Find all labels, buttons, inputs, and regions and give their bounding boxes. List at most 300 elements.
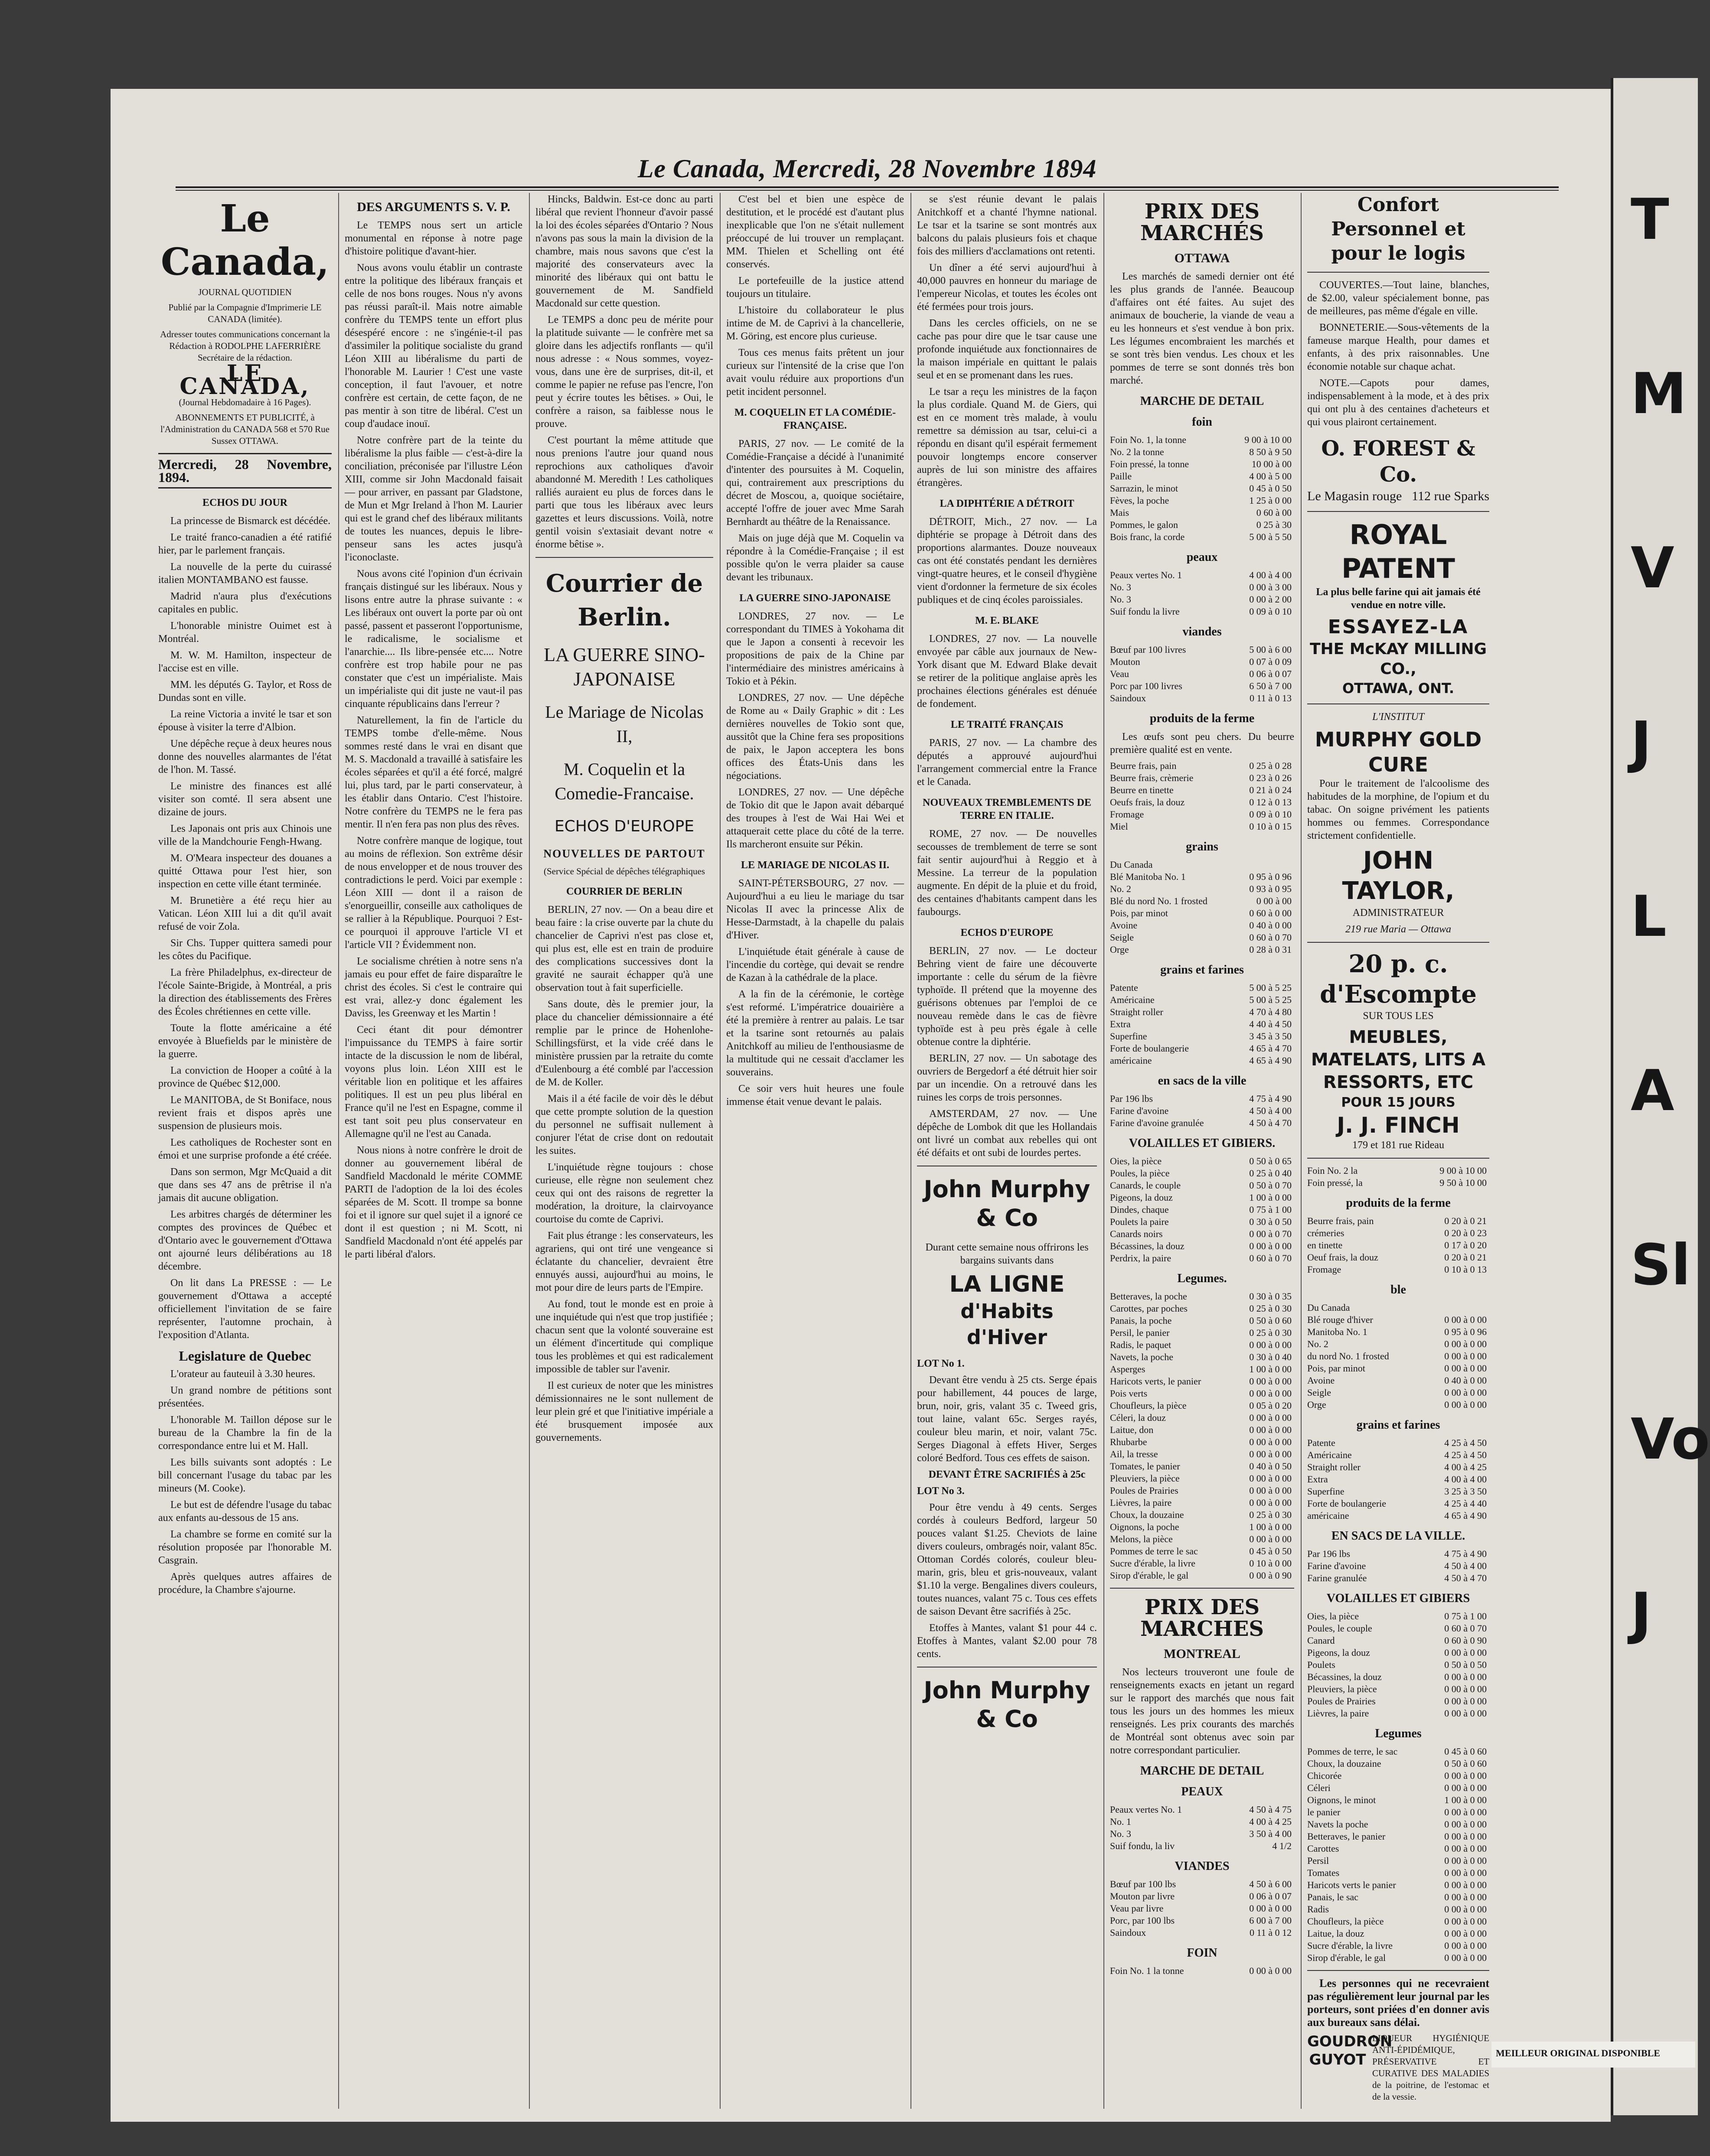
mckay-city: OTTAWA, ONT. — [1342, 680, 1455, 697]
price-value: 0 60 à 0 70 — [1249, 1253, 1292, 1264]
price-section-heading: viandes — [1182, 625, 1222, 638]
price-row — [1110, 1327, 1294, 1339]
price-item: Saindoux — [1110, 1927, 1146, 1938]
article-paragraph: L'inquiétude règne toujours : chose curieuse, elle règne non seulement chez ceux qui ont des raisons de regretter la modération, la droiture, la clairvoyance courtoise du comte de Caprivi. — [535, 1162, 713, 1225]
price-row — [1307, 1671, 1489, 1683]
echo-item: Le ministre des finances est allé visiter son comté. Il sera absent une dizaine de jours. — [158, 781, 332, 818]
column-separator — [529, 193, 530, 2109]
price-row — [1307, 1758, 1489, 1770]
price-row — [1110, 784, 1294, 796]
article-paragraph: Hincks, Baldwin. Est-ce donc au parti libéral que revient l'honneur d'avoir passé la loi des écoles séparées d'Ontario ? Nous n'avons pas sous la main la division de la chambre, mais nous savons que c'est la majorité des conservateurs avec la minorité des libéraux qui ont battu le gouvernement de M. Sandfield Macdonald sur cette question. — [535, 194, 713, 309]
price-value: 0 50 à 0 60 — [1249, 1315, 1292, 1326]
price-row — [1307, 1362, 1489, 1374]
price-row — [1307, 1251, 1489, 1264]
price-row — [1110, 883, 1294, 895]
price-value: 4 25 à 4 50 — [1444, 1437, 1487, 1448]
section-divider — [1307, 942, 1489, 943]
price-row — [1110, 1412, 1294, 1424]
adjacent-page-edge — [1611, 78, 1710, 2115]
price-item: Poules, le couple — [1307, 1623, 1372, 1634]
echo-item: Les catholiques de Rochester sont en émoi et une surprise profonde a été créée. — [158, 1137, 332, 1161]
publisher-note: Publié par la Compagnie d'Imprimerie LE CANADA (limitée). — [168, 302, 322, 324]
courrier-note: (Service Spécial de dépêches télégraphiques — [543, 866, 705, 876]
price-row — [1110, 495, 1294, 507]
price-item: Fromage — [1307, 1264, 1341, 1275]
echo-item: La conviction de Hooper a coûté à la province de Québec $12,000. — [158, 1065, 332, 1089]
courrier-subheading: NOUVELLES DE PARTOUT — [543, 847, 705, 860]
section-heading: LA GUERRE SINO-JAPONAISE — [739, 593, 891, 604]
section-heading: M. COQUELIN ET LA COMÉDIE-FRANÇAISE. — [734, 407, 896, 431]
price-section-heading: Legumes — [1375, 1727, 1422, 1740]
price-value: 1 00 à 0 00 — [1444, 1794, 1487, 1805]
price-value: 0 10 à 0 15 — [1249, 821, 1292, 832]
markets-city: MONTREAL — [1164, 1647, 1240, 1661]
column-3 — [535, 193, 713, 2109]
price-row — [1110, 1448, 1294, 1460]
price-item: Pigeons, la douz — [1110, 1192, 1173, 1203]
price-item: Choufleurs, la pièce — [1307, 1916, 1384, 1927]
article-paragraph: Un dîner a été servi aujourd'hui à 40,000 pauvres en honneur du mariage de l'empereur Nicolas, et toutes les écoles ont été fermées pour trois jours. — [917, 262, 1097, 313]
echo-item: M. Brunetière a été reçu hier au Vatican. Léon XIII lui a dit qu'il avait refusé de voir Zola. — [158, 895, 332, 932]
price-row — [1307, 1843, 1489, 1855]
price-row — [1110, 1570, 1294, 1582]
weekly-title: LE CANADA, — [179, 360, 310, 400]
price-value: 0 30 à 0 40 — [1249, 1352, 1292, 1362]
price-item: Porc par 100 livres — [1110, 681, 1182, 691]
masthead-rule-thin — [176, 190, 1559, 191]
royal-patent-title: ROYAL PATENT — [1341, 519, 1455, 584]
price-value: 0 00 à 0 00 — [1444, 1904, 1487, 1915]
article-paragraph: Nous avons cité l'opinion d'un écrivain français distingué sur les libéraux. Nous y lisons entre autre la phrase suivante : « Les libéraux ont ouvert la porte par où ont passé, passent et passeront l'opportunisme, le radicalisme, le socialisme et l'anarchie.... Ils libre-pensée etc.... Notre confrère est trop habile pour ne pas constater que c'est un impérialiste. Mais un impérialiste qui dit juste ne vaut-il pas cinquante républicains dans l'erreur ? — [345, 568, 522, 710]
royal-patent-essayez: ESSAYEZ-LA — [1328, 616, 1469, 638]
price-value: 0 00 à 0 00 — [1249, 1485, 1292, 1496]
price-value: 0 12 à 0 13 — [1249, 797, 1292, 808]
price-value: 9 00 à 10 00 — [1244, 434, 1292, 445]
legislature-item: La chambre se forme en comité sur la résolution proposée par l'honorable M. Casgrain. — [158, 1529, 332, 1566]
price-item: Poules, la pièce — [1110, 1168, 1170, 1179]
price-row — [1110, 1927, 1294, 1939]
price-item: Mais — [1110, 507, 1129, 518]
price-value: 0 00 à 0 00 — [1444, 1879, 1487, 1890]
price-item: Lièvres, la paire — [1307, 1708, 1369, 1719]
price-item: Porc, par 100 lbs — [1110, 1915, 1175, 1926]
markets-heading-montreal: PRIX DES MARCHES — [1140, 1595, 1264, 1641]
murphy-ad-line: LA LIGNE — [949, 1271, 1065, 1297]
price-row — [1307, 1461, 1489, 1473]
courrier-subheading: ECHOS D'EUROPE — [554, 817, 695, 835]
price-row — [1110, 1252, 1294, 1264]
price-row — [1110, 1424, 1294, 1436]
article-paragraph: L'inquiétude était générale à cause de l'incendie du cortège, qui devait se rendre de Kazan à la cathédrale de la place. — [726, 946, 904, 984]
price-row — [1307, 1215, 1489, 1227]
price-value: 0 00 à 0 00 — [1444, 1855, 1487, 1866]
price-item: Bœuf par 100 lbs — [1110, 1879, 1176, 1889]
price-item: Miel — [1110, 821, 1128, 832]
price-value: 4 50 à 4 70 — [1249, 1117, 1292, 1128]
price-row — [1110, 1363, 1294, 1375]
price-item: Sirop d'érable, le gal — [1307, 1952, 1386, 1963]
goudron-title: GOUDRON GUYOT — [1307, 2033, 1393, 2068]
echo-item: Les Japonais ont pris aux Chinois une ville de la Mandchourie Fengh-Hwang. — [158, 823, 332, 847]
price-value: 0 00 à 0 00 — [1249, 1412, 1292, 1423]
price-value: 0 20 à 0 21 — [1444, 1252, 1487, 1263]
price-item: Blé du nord No. 1 frosted — [1110, 896, 1207, 906]
price-item: crémeries — [1307, 1228, 1345, 1238]
section-heading: ECHOS D'EUROPE — [960, 927, 1054, 938]
price-value: 4 50 à 4 75 — [1249, 1804, 1292, 1815]
price-row — [1110, 1509, 1294, 1521]
price-row — [1110, 1204, 1294, 1216]
price-section-heading: Legumes. — [1177, 1272, 1227, 1285]
legislature-item: Après quelques autres affaires de procédure, la Chambre s'ajourne. — [158, 1571, 332, 1596]
article-paragraph: L'histoire du collaborateur le plus intime de M. de Caprivi à la chancellerie, M. Göring, est encore plus curieuse. — [726, 305, 904, 342]
price-item: Foin No. 1, la tonne — [1110, 434, 1186, 445]
price-value: 0 11 à 0 12 — [1250, 1927, 1292, 1938]
markets-intro: Les marchés de samedi dernier ont été les plus grands de l'année. Beaucoup d'affaires ont été faites. Au sujet des animaux de boucherie, la viande de veau a eu les honneurs et s'est vendue à bon prix. Les légumes encombraient les marchés et se sont très bien vendus. Les choux et les pommes de terre se sont donnés très bon marché. — [1110, 271, 1294, 386]
price-value: 5 00 à 5 50 — [1249, 531, 1292, 542]
price-row — [1307, 1239, 1489, 1251]
meubles-title: MEUBLES, MATELATS, LITS A RESSORTS, ETC — [1311, 1027, 1486, 1092]
price-item: Oeuf frais, la douz — [1307, 1252, 1378, 1263]
price-row — [1110, 519, 1294, 531]
price-row — [1110, 1155, 1294, 1167]
footer-note: MEILLEUR ORIGINAL DISPONIBLE — [1491, 2042, 1695, 2068]
price-row — [1110, 1018, 1294, 1030]
echo-item: Le MANITOBA, de St Boniface, nous revient frais et dispos après une suspension de plusieurs mois. — [158, 1094, 332, 1132]
price-value: 0 00 à 0 00 — [1249, 1449, 1292, 1459]
price-value: 0 21 à 0 24 — [1249, 785, 1292, 795]
price-section-heading: FOIN — [1187, 1946, 1217, 1960]
price-item: Extra — [1110, 1019, 1131, 1029]
price-item: Poulets la paire — [1110, 1216, 1169, 1227]
price-value: 0 05 à 0 20 — [1249, 1400, 1292, 1411]
price-row — [1307, 1806, 1489, 1818]
echo-item: La reine Victoria a invité le tsar et son épouse à visiter la terre d'Albion. — [158, 709, 332, 733]
article-paragraph: Tous ces menus faits prêtent un jour curieux sur l'intensité de la crise que l'on avait voulu réduire aux proportions d'un petit incident personnel. — [726, 347, 904, 397]
price-value: 0 00 à 0 00 — [1249, 1241, 1292, 1251]
murphy-ad-intro: Durant cette semaine nous offrirons les bargains suivants dans — [925, 1242, 1089, 1266]
echo-item: Toute la flotte américaine a été envoyée à Bluefields par le ministère de la guerre. — [158, 1023, 332, 1060]
adjacent-page-fragment: M — [1631, 361, 1687, 427]
price-value: 1 25 à 0 00 — [1249, 495, 1292, 506]
price-row — [1307, 1485, 1489, 1498]
price-row — [1110, 1216, 1294, 1228]
price-item: Suif fondu la livre — [1110, 606, 1180, 617]
jours-label: POUR 15 JOURS — [1341, 1095, 1455, 1110]
forest-ad-sub: Le Magasin rouge — [1307, 489, 1402, 503]
price-section-heading: en sacs de la ville — [1158, 1074, 1247, 1088]
price-row — [1110, 1828, 1294, 1840]
price-row — [1110, 859, 1294, 871]
price-item: américaine — [1110, 1055, 1152, 1066]
subscription-note: ABONNEMENTS ET PUBLICITÉ, à l'Administration du CANADA 568 et 570 Rue Sussex OTTAWA. — [160, 412, 330, 446]
price-item: Panais, le sac — [1307, 1892, 1358, 1902]
price-value: 0 60 à 0 70 — [1249, 932, 1292, 943]
price-item: Haricots verts, le panier — [1110, 1376, 1201, 1387]
price-row — [1110, 692, 1294, 704]
echo-item: La frère Philadelphus, ex-directeur de l'école Sainte-Brigide, à Montréal, a pris la direction des établissements des Frères des Écoles chrétiennes en cette ville. — [158, 967, 332, 1017]
price-value: 0 00 à 0 00 — [1444, 1843, 1487, 1854]
price-row — [1110, 919, 1294, 931]
taylor-title: ADMINISTRATEUR — [1352, 907, 1444, 918]
price-item: Fèves, la poche — [1110, 495, 1169, 506]
price-item: Tomates, le panier — [1110, 1461, 1180, 1472]
price-row — [1307, 1498, 1489, 1510]
price-item: Panais, la poche — [1110, 1315, 1172, 1326]
price-item: Orge — [1110, 944, 1129, 955]
price-row — [1307, 1177, 1489, 1189]
price-row — [1110, 1521, 1294, 1533]
price-value: 0 06 à 0 07 — [1249, 668, 1292, 679]
forest-ad-name: O. FOREST & Co. — [1321, 436, 1475, 487]
price-item: Sarrazin, le minot — [1110, 483, 1178, 494]
echo-item: M. O'Meara inspecteur des douanes a quitté Ottawa pour l'est hier, son inspection en cette ville étant terminée. — [158, 853, 332, 890]
price-item: Pois verts — [1110, 1388, 1148, 1399]
price-item: Canards noirs — [1110, 1228, 1163, 1239]
article-paragraph: Au fond, tout le monde est en proie à une inquiétude qui n'est que trop justifiée ; chacun sent que la volonté souveraine est un élément d'incertitude qui complique tous les problèmes et qui est radicalement impossible de tabler sur l'avenir. — [535, 1299, 713, 1375]
price-item: Superfine — [1110, 1031, 1147, 1042]
taylor-name: JOHN TAYLOR, — [1342, 847, 1455, 905]
article-paragraph: Le tsar a reçu les ministres de la façon la plus cordiale. Quand M. de Giers, qui est en ce moment très malade, à voulu remettre sa démission au tsar, celui-ci a répondu en disant qu'il espérait fermement pouvoir longtemps encore conserver auprès de lui son ministre des affaires étrangères. — [917, 386, 1097, 489]
murphy-gold-cure-title: MURPHY GOLD CURE — [1315, 728, 1482, 776]
price-value: 0 07 à 0 09 — [1249, 656, 1292, 667]
price-value: 0 95 à 0 96 — [1249, 871, 1292, 882]
price-value: 4 65 à 4 90 — [1249, 1055, 1292, 1066]
article-paragraph: Le socialisme chrétien à notre sens n'a jamais eu pour effet de faire disparaître le christ des écoles. Si c'est le contraire qui est vrai, allez-y donc également les Daviss, les Greenway et les Martin ! — [345, 956, 522, 1019]
price-value: 4 00 à 5 00 — [1249, 471, 1292, 482]
price-item: Forte de boulangerie — [1110, 1043, 1189, 1054]
price-value: 8 50 à 9 50 — [1249, 446, 1292, 457]
price-row — [1307, 1227, 1489, 1239]
section-divider — [1307, 1158, 1489, 1159]
price-row — [1110, 1179, 1294, 1192]
price-value: 0 10 à 0 13 — [1444, 1264, 1487, 1275]
price-row — [1307, 1952, 1489, 1964]
price-value: 4 00 à 4 25 — [1444, 1462, 1487, 1472]
newspaper-subtitle: JOURNAL QUOTIDIEN — [198, 287, 292, 297]
section-divider — [1307, 511, 1489, 512]
price-value: 0 00 à 0 00 — [1444, 1696, 1487, 1707]
price-row — [1110, 1965, 1294, 1977]
price-item: Patente — [1110, 982, 1138, 993]
price-item: le panier — [1307, 1807, 1341, 1817]
markets-intro: Nos lecteurs trouveront une foule de renseignements exacts en jetant un regard sur le rapport des marchés que nous fait tous les jours un des hommes les mieux renseignés. Les prix courants des marchés de Montréal sont obtenus avec soin par notre correspondant particulier. — [1110, 1667, 1294, 1756]
article-paragraph: Le portefeuille de la justice attend toujours un titulaire. — [726, 275, 904, 300]
price-value: 0 60 à 0 70 — [1444, 1623, 1487, 1634]
article-paragraph: Mais on juge déjà que M. Coquelin va répondre à la Comédie-Française ; il est possible qu'on le verra plaider sa cause devant les tribunaux. — [726, 533, 904, 583]
price-value: 0 60 à 0 90 — [1444, 1635, 1487, 1646]
article-paragraph: BERLIN, 27 nov. — Le docteur Behring vient de faire une découverte importante : celle du sérum de la fièvre typhoïde. Il prétend que la moyenne des guérisons obtenues par l'emploi de ce nouveau remède dans le cas de fièvre typhoïde est à peu près égale à celle obtenue contre la diphtérie. — [917, 945, 1097, 1048]
price-value: 0 10 à 0 00 — [1249, 1558, 1292, 1569]
price-row — [1110, 895, 1294, 907]
price-item: Poules de Prairies — [1110, 1485, 1178, 1496]
price-row — [1110, 1400, 1294, 1412]
price-row — [1307, 1449, 1489, 1461]
section-heading: M. E. BLAKE — [975, 615, 1039, 626]
markets-note: Les œufs sont peu chers. Du beurre première qualité est en vente. — [1110, 731, 1294, 756]
mckay-name: THE McKAY MILLING CO., — [1309, 640, 1487, 678]
price-value: 4 65 à 4 70 — [1249, 1043, 1292, 1054]
price-value: 4 50 à 4 00 — [1249, 1105, 1292, 1116]
echo-item: M. W. M. Hamilton, inspecteur de l'accise est en ville. — [158, 650, 332, 674]
price-item: Beurre frais, crèmerie — [1110, 772, 1194, 783]
price-row — [1110, 1351, 1294, 1363]
price-row — [1307, 1707, 1489, 1720]
price-row — [1110, 1228, 1294, 1240]
article-paragraph: A la fin de la cérémonie, le cortège s'est reformé. L'impératrice douairière a été la première à rentrer au palais. Le tsar et la tsarine sont retournés au palais Anitchkoff au milieu de l'enthousiasme de la multitude qui ne cessait d'acclamer les souverains. — [726, 989, 904, 1078]
price-item: Carottes, par poches — [1110, 1303, 1188, 1314]
price-item: Sirop d'érable, le gal — [1110, 1570, 1189, 1581]
price-value: 6 50 à 7 00 — [1249, 681, 1292, 691]
article-paragraph: Mais il a été facile de voir dès le début que cette prompte solution de la question du personnel ne suffisait nullement à conjurer l'état de crise dont on redoutait les suites. — [535, 1093, 713, 1156]
price-item: Laitue, don — [1110, 1424, 1154, 1435]
legislature-item: Le but est de défendre l'usage du tabac aux enfants au-dessous de 15 ans. — [158, 1499, 332, 1524]
price-row — [1110, 1192, 1294, 1204]
lot-text: Pour être vendu à 49 cents. Serges cordés à couleurs Bedford, largeur 50 pouces valant $1.25. Cheviots de laine divers couleurs, ombragés noir, valant 85c. Ottoman Cordés colorés, couleur bleu-marin, gris, bleu et gris-nouveaux, valant $1.10 la verge. Bengalines divers couleurs, toutes nuances, valant 75 c. Tous ces effets de saison Devant être sacrifiés à 25c. — [917, 1502, 1097, 1617]
price-item: Bécassines, la douz — [1110, 1241, 1185, 1251]
price-item: Oies, la pièce — [1110, 1156, 1162, 1166]
price-value: 0 17 à 0 20 — [1444, 1240, 1487, 1251]
price-row — [1307, 1818, 1489, 1830]
price-row — [1307, 1560, 1489, 1572]
article-paragraph: Notre confrère part de la teinte du libéralisme la plus faible — c'est-à-dire la conciliation, préconisée par l'illustre Léon XIII, comme sir John Macdonald faisait — pour arriver, en passant par Gladstone, de Mun et Mgr Ireland à l'hon M. Laurier qui est le grand chef des libéraux militants de toutes les nuances, depuis le libre-penseur sans les actes jusqu'à l'iconoclaste. — [345, 435, 522, 563]
price-row — [1307, 1928, 1489, 1940]
forest-ad-title: Confort Personnel et pour le logis — [1331, 194, 1465, 264]
price-item: Choux, la douzaine — [1110, 1509, 1184, 1520]
price-item: Sucre d'érable, la livre — [1110, 1558, 1195, 1569]
price-value: 0 00 à 0 00 — [1444, 1387, 1487, 1398]
price-row — [1110, 1055, 1294, 1067]
price-value: 0 00 à 0 00 — [1249, 1473, 1292, 1484]
section-divider — [1307, 703, 1489, 704]
taylor-address: 219 rue Maria — Ottawa — [1345, 924, 1451, 935]
price-value: 1 00 à 0 00 — [1249, 1521, 1292, 1532]
price-row — [1110, 1042, 1294, 1055]
echo-item: Une dépêche reçue à deux heures nous donne des nouvelles alarmantes de l'état de l'hon. M. Tassé. — [158, 738, 332, 775]
price-value: 0 00 à 0 00 — [1249, 1339, 1292, 1350]
echos-heading: ECHOS DU JOUR — [202, 497, 288, 508]
column-4 — [726, 193, 904, 2109]
price-row — [1307, 1314, 1489, 1326]
echo-item: MM. les députés G. Taylor, et Ross de Dundas sont en ville. — [158, 679, 332, 703]
courrier-subheading: LA GUERRE SINO-JAPONAISE — [544, 644, 705, 690]
price-item: Blé rouge d'hiver — [1307, 1314, 1373, 1325]
price-row — [1307, 1891, 1489, 1903]
price-row — [1307, 1855, 1489, 1867]
price-value: 0 00 à 00 — [1256, 896, 1292, 906]
price-item: Pommes de terre, le sac — [1307, 1746, 1398, 1757]
price-item: No. 2 — [1110, 883, 1131, 894]
price-value: 0 50 à 0 60 — [1444, 1758, 1487, 1769]
price-row — [1307, 1387, 1489, 1399]
price-value: 0 50 à 0 50 — [1444, 1659, 1487, 1670]
price-item: Bois franc, la corde — [1110, 531, 1185, 542]
price-item: Blé Manitoba No. 1 — [1110, 871, 1186, 882]
price-row — [1307, 1683, 1489, 1695]
article-paragraph: Naturellement, la fin de l'article du TEMPS tombe d'elle-même. Nous sommes resté dans le vrai en disant que M. S. Macdonald a travaillé à satisfaire les écoles séparées et qu'il a été forcé, malgré lui, plus tard, par le parti conservateur, à les établir dans Ontario. C'est l'histoire. Notre confrère du TEMPS ne le fera pas mentir. Il n'en fera pas non plus des rêves. — [345, 715, 522, 830]
price-value: 4 50 à 4 70 — [1444, 1573, 1487, 1583]
column-5 — [917, 193, 1097, 2109]
price-item: Pommes de terre le sac — [1110, 1546, 1198, 1557]
price-item: Foin pressé, la — [1307, 1177, 1363, 1188]
price-row — [1110, 931, 1294, 944]
price-value: 3 45 à 3 50 — [1249, 1031, 1292, 1042]
price-item: Extra — [1307, 1474, 1328, 1485]
price-section-heading: grains et farines — [1160, 963, 1244, 977]
price-row — [1110, 1472, 1294, 1485]
price-section-heading: produits de la ferme — [1149, 712, 1255, 725]
murphy-gold-cure-text: Pour le traitement de l'alcoolisme des habitudes de la morphine, de l'opium et du tabac. On soigne privément les patients hommes ou femmes. Correspondance strictement confidentielle. — [1307, 778, 1489, 841]
legislature-item: Les bills suivants sont adoptés : Le bill concernant l'usage du tabac par les mineurs (M. Cooke). — [158, 1457, 332, 1494]
price-value: 0 00 à 0 00 — [1444, 1831, 1487, 1842]
price-item: Betteraves, le panier — [1307, 1831, 1386, 1842]
price-row — [1307, 1572, 1489, 1584]
price-row — [1110, 982, 1294, 994]
price-row — [1110, 1436, 1294, 1448]
courrier-subheading: M. Coquelin et la Comedie-Francaise. — [555, 759, 694, 803]
price-item: du nord No. 1 frosted — [1307, 1351, 1389, 1361]
price-value: 4 00 à 4 25 — [1249, 1816, 1292, 1827]
price-row — [1307, 1374, 1489, 1387]
price-item: Superfine — [1307, 1486, 1345, 1497]
lot-heading: LOT No 1. — [917, 1358, 965, 1369]
price-value: 0 20 à 0 23 — [1444, 1228, 1487, 1238]
price-item: en tinette — [1307, 1240, 1343, 1251]
price-value: 0 00 à 0 00 — [1444, 1819, 1487, 1830]
price-value: 5 00 à 5 25 — [1249, 994, 1292, 1005]
article-paragraph: PARIS, 27 nov. — Le comité de la Comédie-Française a décidé à l'unanimité d'intenter des poursuites à M. Coquelin, qui, contrairement aux prescriptions du décret de Moscou, a, quoique sociétaire, accepté l'offre de jouer avec Mme Sarah Bernhardt au théâtre de la Renaissance. — [726, 438, 904, 528]
price-value: 6 00 à 7 00 — [1249, 1915, 1292, 1926]
price-row — [1110, 1290, 1294, 1303]
price-item: Straight roller — [1110, 1006, 1163, 1017]
price-item: No. 3 — [1110, 1828, 1131, 1839]
article-paragraph: Fait plus étrange : les conservateurs, les agrariens, qui ont tiré une vengeance si éclatante du chancelier, devraient être ennuyés aussi, aujourd'hui au moins, le mot pour dire de leurs parts de l'Empire. — [535, 1230, 713, 1293]
lot-text: Etoffes à Mantes, valant $1 pour 44 c. Etoffes à Mantes, valant $2.00 pour 78 cents. — [917, 1622, 1097, 1660]
section-divider — [1110, 1588, 1294, 1589]
price-value: 0 45 à 0 50 — [1249, 483, 1292, 494]
price-row — [1307, 1830, 1489, 1843]
price-row — [1110, 1557, 1294, 1570]
price-value: 9 00 à 10 00 — [1439, 1165, 1487, 1176]
forest-ad-text: BONNETERIE.—Sous-vêtements de la fameuse marque Health, pour dames et enfants, à des prix raisonnables. Une économie notable sur chaque achat. — [1307, 322, 1489, 372]
price-row — [1110, 1093, 1294, 1105]
echo-item: On lit dans La PRESSE : — Le gouvernement d'Ottawa a accepté officiellement l'invitation de se faire représenter, l'automne prochain, à l'exposition d'Atlanta. — [158, 1277, 332, 1341]
price-row — [1307, 1326, 1489, 1338]
price-value: 0 00 à 0 00 — [1249, 1965, 1292, 1976]
price-value: 0 40 à 0 50 — [1249, 1461, 1292, 1472]
price-value: 4 25 à 4 50 — [1444, 1449, 1487, 1460]
price-item: Poulets — [1307, 1659, 1335, 1670]
price-item: Mouton par livre — [1110, 1891, 1175, 1902]
forest-ad-text: COUVERTES.—Tout laine, blanches, de $2.00, valeur spécialement bonne, pas de meilleures, pas même d'égale en ville. — [1307, 280, 1489, 317]
price-row — [1307, 1940, 1489, 1952]
echo-item: L'honorable ministre Ouimet est à Montréal. — [158, 620, 332, 645]
price-value: 0 00 à 2 00 — [1249, 594, 1292, 605]
article-paragraph: BERLIN, 27 nov. — On a beau dire et beau faire : la crise ouverte par la chute du chancelier de Caprivi n'est pas close et, qui plus est, elle est en train de produire des complications successives dont la gravité ne saurait échapper qu'à une observation tout à fait superficielle. — [535, 904, 713, 993]
price-row — [1110, 1167, 1294, 1179]
price-row — [1307, 1770, 1489, 1782]
murphy-ad-line: d'Habits d'Hiver — [960, 1299, 1054, 1349]
goudron-text: LIQUEUR HYGIÉNIQUE ANTI-ÉPIDÉMIQUE, PRÉSERVATIVE ET CURATIVE DES MALADIES de la poitrine, de l'estomac et de la vessie. — [1372, 2033, 1489, 2102]
price-row — [1110, 656, 1294, 668]
price-value: 0 00 à 3 00 — [1249, 582, 1292, 593]
article-paragraph: Le TEMPS a donc peu de mérite pour la platitude suivante — le confrère met sa gloire dans les adjectifs ronflants — qu'il nous adresse : « Nous sommes, voyez-vous, dans une ère de surprises, dit-il, et comme le papier ne refuse pas l'encre, l'on peut y écrire toutes les bêtises. » Oui, le confrère a raison, sa faiblesse nous le prouve. — [535, 314, 713, 430]
price-value: 0 25 à 0 30 — [1249, 1303, 1292, 1314]
price-item: Seigle — [1110, 932, 1134, 943]
price-row — [1110, 581, 1294, 593]
markets-city: OTTAWA — [1174, 251, 1230, 265]
section-heading: LE MARIAGE DE NICOLAS II. — [741, 860, 890, 871]
